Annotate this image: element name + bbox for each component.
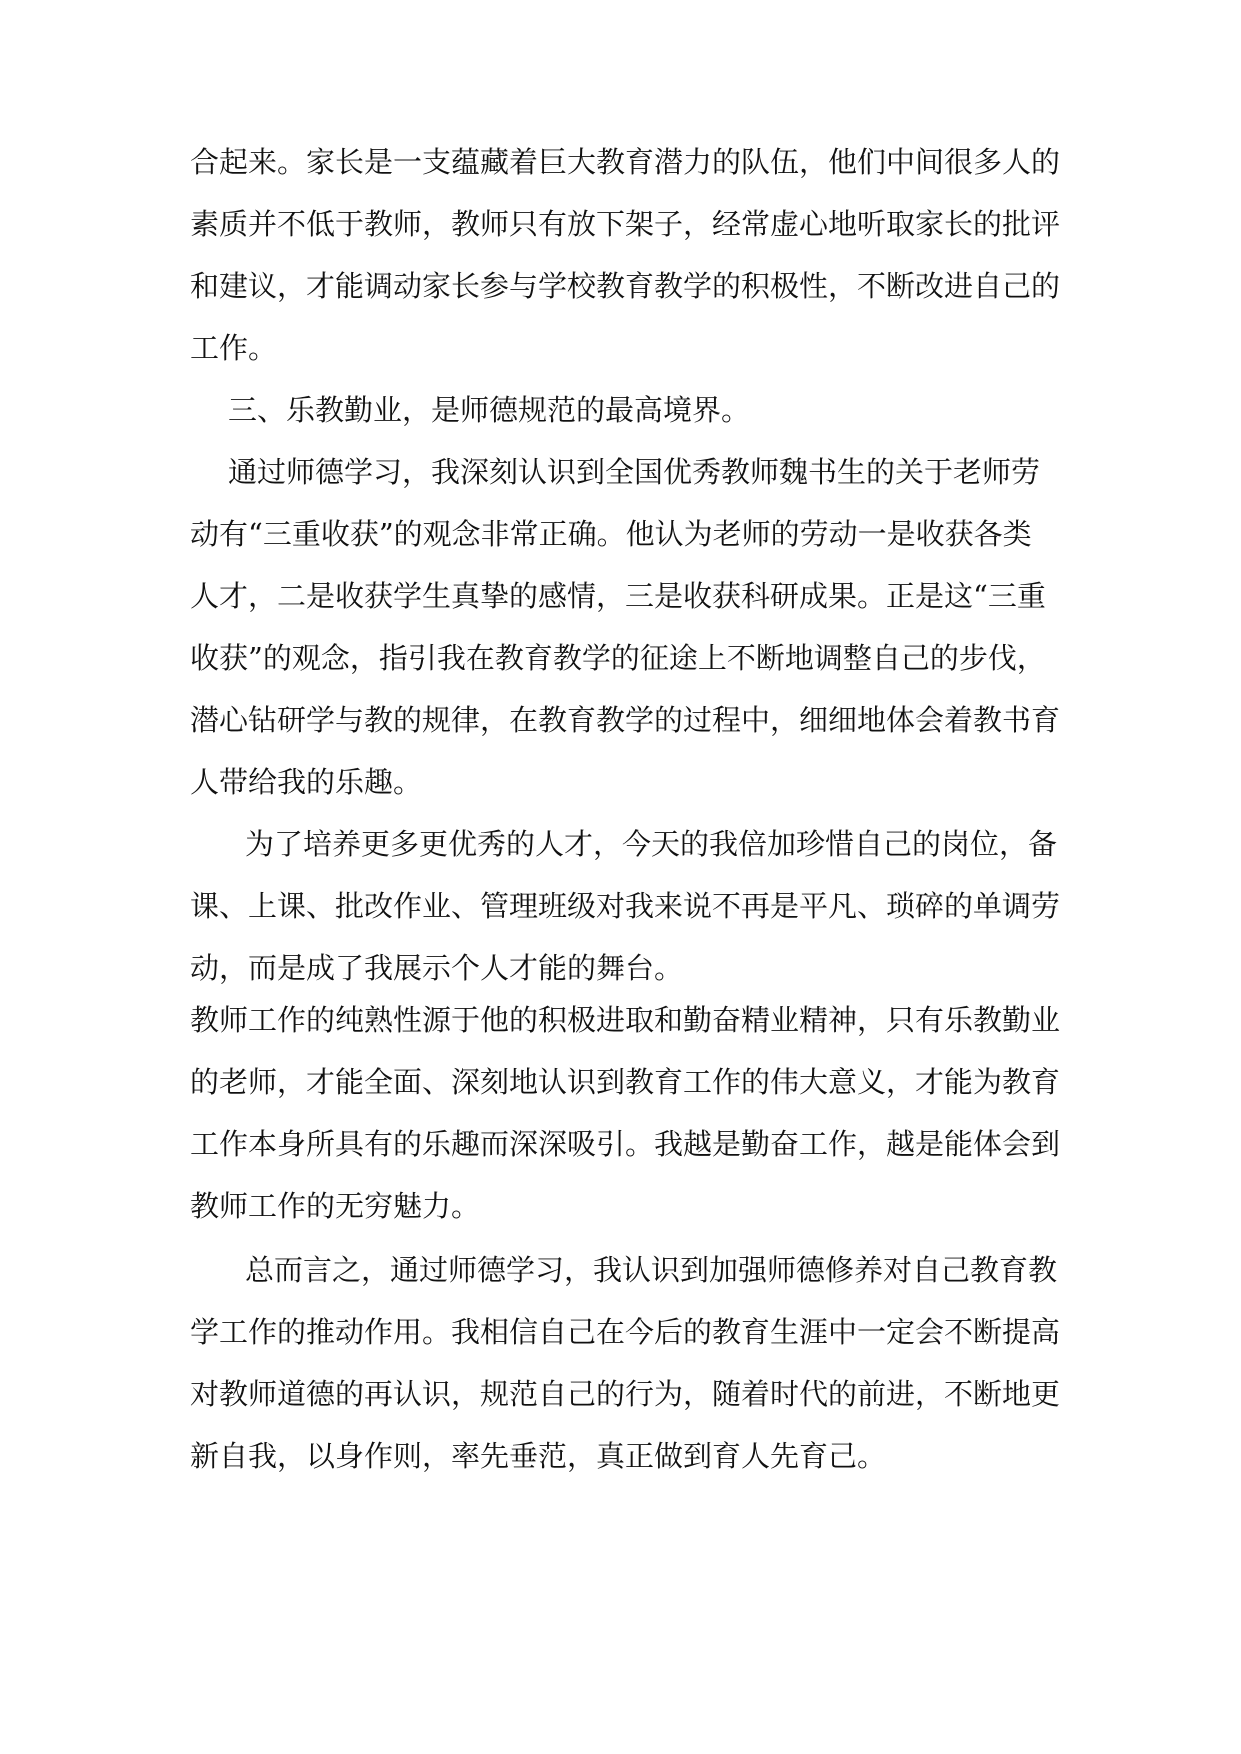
section-heading: 三、乐教勤业，是师德规范的最高境界。 [228,393,751,427]
text-line: 人才，二是收获学生真挚的感情，三是收获科研成果。正是这“三重 [190,579,1046,613]
text-line: 学工作的推动作用。我相信自己在今后的教育生涯中一定会不断提高 [190,1315,1061,1349]
text-line: 通过师德学习，我深刻认识到全国优秀教师魏书生的关于老师劳 [228,455,1041,489]
text-line: 动，而是成了我展示个人才能的舞台。 [190,951,684,985]
text-line: 为了培养更多更优秀的人才，今天的我倍加珍惜自己的岗位，备 [245,827,1058,861]
text-line: 工作。 [190,331,278,365]
text-line: 的老师，才能全面、深刻地认识到教育工作的伟大意义，才能为教育 [190,1065,1061,1099]
text-line: 教师工作的纯熟性源于他的积极进取和勤奋精业精神，只有乐教勤业 [190,1003,1061,1037]
text-line: 工作本身所具有的乐趣而深深吸引。我越是勤奋工作，越是能体会到 [190,1127,1061,1161]
text-line: 对教师道德的再认识，规范自己的行为，随着时代的前进，不断地更 [190,1377,1061,1411]
text-line: 教师工作的无穷魅力。 [190,1189,481,1223]
text-line: 合起来。家长是一支蕴藏着巨大教育潜力的队伍，他们中间很多人的 [190,145,1061,179]
text-line: 新自我，以身作则，率先垂范，真正做到育人先育己。 [190,1439,887,1473]
text-line: 人带给我的乐趣。 [190,765,423,799]
text-line: 和建议，才能调动家长参与学校教育教学的积极性，不断改进自己的 [190,269,1061,303]
text-line: 潜心钻研学与教的规律，在教育教学的过程中，细细地体会着教书育 [190,703,1061,737]
text-line: 动有“三重收获”的观念非常正确。他认为老师的劳动一是收获各类 [190,517,1032,551]
text-line: 总而言之，通过师德学习，我认识到加强师德修养对自己教育教 [245,1253,1058,1287]
text-line: 课、上课、批改作业、管理班级对我来说不再是平凡、琐碎的单调劳 [190,889,1061,923]
text-line: 素质并不低于教师，教师只有放下架子，经常虚心地听取家长的批评 [190,207,1061,241]
text-line: 收获”的观念，指引我在教育教学的征途上不断地调整自己的步伐， [190,641,1046,675]
